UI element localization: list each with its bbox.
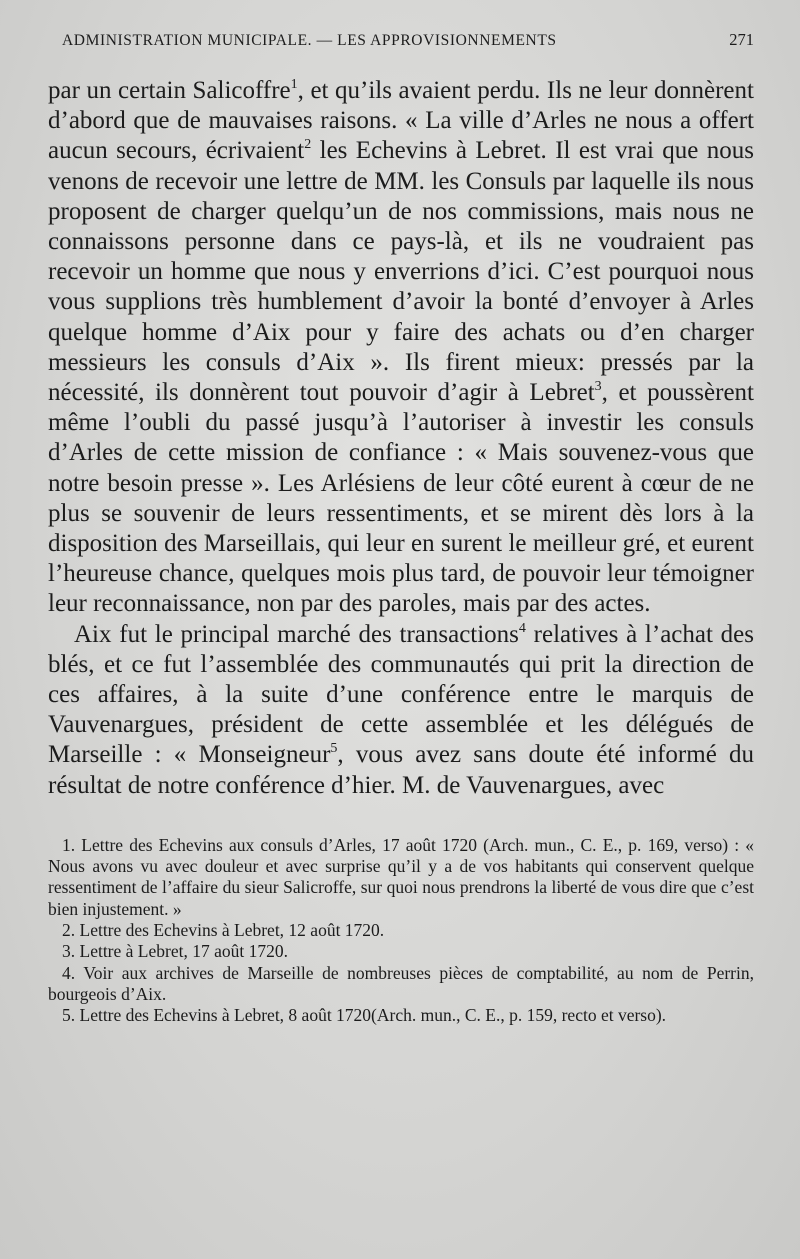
footnote-4: 4. Voir aux archives de Marseille de nombreuses pièces de comptabilité, au nom de Perrin, bourgeois d’Aix. xyxy=(48,962,754,1004)
footnote-2: 2. Lettre des Echevins à Lebret, 12 août 1720. xyxy=(62,920,385,941)
footnote-ref-2[interactable]: 2 xyxy=(304,137,312,153)
paragraph-2: Aix fut le principal marché des transactions$^4$ relatives à l’achat des blés, et ce fut l’assemblée des communautés qui prit la direction de ces affaires, à la suite d’une conférence entre le marquis de Vauvenargues, président de cette assemblée et les délégués de Marseille : « Monseigneur$^5$, vous avez sans doute été informé du résultat de notre conférence d’hier. M. de Vauvenargues, avec xyxy=(48,620,755,799)
footnote-ref-5[interactable]: 5 xyxy=(330,741,338,757)
footnote-ref-1[interactable]: 1 xyxy=(290,77,298,92)
footnote-3: 3. Lettre à Lebret, 17 août 1720. xyxy=(62,941,288,962)
footnote-5: 5. Lettre des Echevins à Lebret, 8 août 1720(Arch. mun., C. E., p. 159, recto et verso). xyxy=(62,1005,667,1026)
footnote-ref-4[interactable]: 4 xyxy=(518,620,526,636)
footnotes xyxy=(48,835,754,1027)
page-number: 271 xyxy=(729,30,754,49)
body-text xyxy=(48,76,754,801)
running-head xyxy=(48,30,754,66)
paragraph-1: par un certain Salicoffre$^1$, et qu’ils avaient perdu. Ils ne leur donnèrent d’abord que de mauvaises raisons. « La ville d’Arles ne nous a offert aucun secours, écrivaient$^2$ les Echevins à Lebret. Il est vrai que nous venons de recevoir une lettre de MM. les Consuls par laquelle ils nous proposent de charger quelqu’un de nos commissions, mais nous ne connaissons personne dans ce pays-là, et ils ne voudraient pas recevoir un homme que nous y enverrions d’ici. C’est pourquoi nous vous supplions très humblement d’avoir la bonté d’envoyer à Arles quelque homme d’Aix pour y faire des achats ou d’en charger messieurs les consuls d’Aix ». Ils firent mieux: pressés par la nécessité, ils donnèrent tout pouvoir d’agir à Lebret$^3$, et poussèrent même l’oubli du passé jusqu’à l’autoriser à investir les consuls d’Arles de cette mission de confiance : « Mais souvenez-vous que notre besoin presse ». Les Arlésiens de leur côté eurent à cœur de ne plus se souvenir de leurs ressentiments, et se mirent dès lors à la disposition des Marseillais, qui leur en surent le meilleur gré, et eurent l’heureuse chance, quelques mois plus tard, de pouvoir leur témoigner leur reconnaissance, non par des paroles, mais par des actes. xyxy=(48,77,754,618)
running-head-title: ADMINISTRATION MUNICIPALE. — LES APPROVISIONNEMENTS xyxy=(62,32,557,49)
book-page xyxy=(48,30,754,1027)
footnote-1: 1. Lettre des Echevins aux consuls d’Arles, 17 août 1720 (Arch. mun., C. E., p. 169, verso) : « Nous avons vu avec douleur et avec surprise qu’il y a de vos habitants qui conservent quelque ressentiment de l’affaire du sieur Salicroffe, sur quoi nous prendrons la liberté de vous dire que c’est bien injustement. » xyxy=(48,834,754,919)
footnote-ref-3[interactable]: 3 xyxy=(594,379,602,395)
